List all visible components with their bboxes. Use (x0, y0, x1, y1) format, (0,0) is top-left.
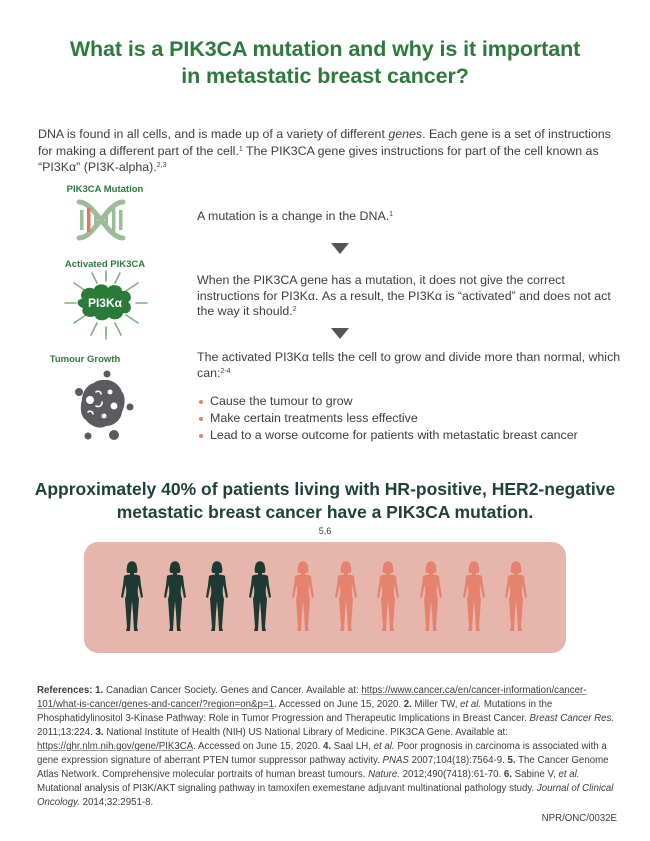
citation-sup: 2-4 (220, 367, 231, 375)
references (37, 684, 619, 810)
woman-figure-icon (418, 561, 444, 633)
reference-journal: Breast Cancer Res. (529, 713, 615, 724)
citation-sup: 1 (389, 211, 394, 218)
woman-figure-icon (461, 561, 487, 633)
reference-number: 1. (95, 685, 104, 696)
intro-text-2: . Each gene is a set of instructions for making a different part of the cell. (38, 127, 611, 158)
woman-figure-icon (290, 561, 316, 633)
reference-text: . Accessed on June 15, 2020. (193, 741, 323, 752)
reference-text: 2012;490(7418):61-70. (399, 769, 504, 780)
woman-figure-icon-highlighted (247, 561, 273, 633)
citation-sup: 2 (292, 306, 297, 313)
stat-line-1: Approximately 40% of patients living with HR-positive, HER2-negative (34, 479, 616, 499)
woman-figure-icon-highlighted (204, 561, 230, 633)
reference-italic: et al. (460, 699, 482, 710)
reference-number: 4. (322, 741, 332, 752)
woman-figure-icon (375, 561, 401, 633)
reference-text: 2014;32:2951-8. (79, 797, 154, 808)
reference-text: Saal LH, (331, 741, 374, 752)
step-label-mutation: PIK3CA Mutation (66, 184, 144, 195)
patient-figures-panel (84, 542, 566, 653)
reference-text: . Accessed on June 15, 2020. (273, 699, 404, 710)
reference-link[interactable]: https://www.cancer.ca/en/cancer-information/cancer-101/what-is-cancer/genes-and-cancer/?region=on&p=1 (37, 685, 587, 710)
tumour-cell-icon (74, 370, 136, 444)
citation-sup: 1 (238, 145, 243, 153)
reference-journal: Journal of Clinical Oncology. (37, 783, 614, 808)
reference-text: Mutational analysis of PI3K/AKT signaling pathway in tamoxifen exemestane adjuvant multinational pathology study. (37, 783, 537, 794)
reference-text: Canadian Cancer Society. Genes and Cancer. Available at: (103, 685, 362, 696)
consequences-list (197, 393, 622, 444)
reference-text: Mutations in the Phosphatidylinositol 3-Kinase Pathway: Role in Tumor Progression and Therapeutic Implications in Breast Cancer. (37, 699, 553, 724)
activated-protein-icon (64, 269, 148, 341)
woman-figure-icon-highlighted (119, 561, 145, 633)
woman-figure-icon-highlighted (162, 561, 188, 633)
reference-link[interactable]: https://ghr.nlm.nih.gov/gene/PIK3CA (37, 741, 194, 752)
reference-number: 5. (507, 755, 516, 766)
step-text: When the PIK3CA gene has a mutation, it does not give the correct instructions for PI3Kα. As a result, the PI3Kα is “activated” and does not act the way it should. (197, 273, 611, 318)
references-label: References: (37, 685, 96, 696)
intro-paragraph (38, 126, 618, 176)
step-label-tumour: Tumour Growth (49, 354, 121, 365)
reference-number: 3. (95, 727, 104, 738)
citation-sup: 2,3 (156, 162, 167, 169)
title-line-1: What is a PIK3CA mutation and why is it important (69, 37, 581, 61)
title-line-2: in metastatic breast cancer? (181, 64, 469, 88)
document-code: NPR/ONC/0032E (541, 813, 617, 824)
step-text: The activated PI3Kα tells the cell to grow and divide more than normal, which can: (197, 350, 621, 380)
activated-protein-label: PI3Kα (87, 296, 123, 310)
reference-italic: et al. (373, 741, 395, 752)
citation-sup: 5,6 (318, 526, 332, 536)
reference-italic: et al. (558, 769, 580, 780)
down-arrow-icon (331, 328, 349, 339)
page-title (0, 36, 650, 90)
list-item: Make certain treatments less effective (197, 410, 622, 427)
statistic-heading (0, 478, 650, 547)
reference-text: 2011;13:224. (37, 727, 96, 738)
reference-text: The Cancer Genome Atlas Network. Comprehensive molecular portraits of human breast tumours. (37, 755, 609, 780)
intro-text-3: The PIK3CA gene gives instructions for part of the cell known as “PI3Kα” (PI3K-alpha). (38, 143, 599, 174)
stat-line-2 (0, 501, 650, 547)
step-text-mutation (197, 209, 622, 225)
list-item: Cause the tumour to grow (197, 393, 622, 410)
woman-figure-icon (333, 561, 359, 633)
step-text-activated (197, 273, 622, 320)
intro-text-1: DNA is found in all cells, and is made up of a variety of different (38, 127, 389, 141)
down-arrow-icon (331, 243, 349, 254)
list-item: Lead to a worse outcome for patients with metastatic breast cancer (197, 427, 622, 444)
intro-emphasis: genes (388, 127, 423, 141)
reference-text: 2007;104(18):7564-9. (408, 755, 508, 766)
reference-text: National Institute of Health (NIH) US National Library of Medicine. PIK3CA Gene. Available at: (103, 727, 508, 738)
stat-line-2-text: metastatic breast cancer have a PIK3CA mutation. (116, 502, 534, 522)
woman-figure-icon (503, 561, 529, 633)
dna-icon (75, 198, 127, 242)
reference-text: Miller TW, (411, 699, 461, 710)
step-text: A mutation is a change in the DNA. (197, 209, 390, 223)
reference-journal: PNAS (382, 755, 409, 766)
step-text-tumour (197, 350, 622, 444)
reference-text: Poor prognosis in carcinoma is associated with a gene expression signature of aberrant PTEN tumor suppressor pathway activity. (37, 741, 607, 766)
reference-journal: Nature. (368, 769, 400, 780)
reference-text: Sabine V, (511, 769, 559, 780)
step-label-activated: Activated PIK3CA (64, 259, 146, 270)
reference-number: 6. (503, 769, 512, 780)
reference-number: 2. (403, 699, 412, 710)
